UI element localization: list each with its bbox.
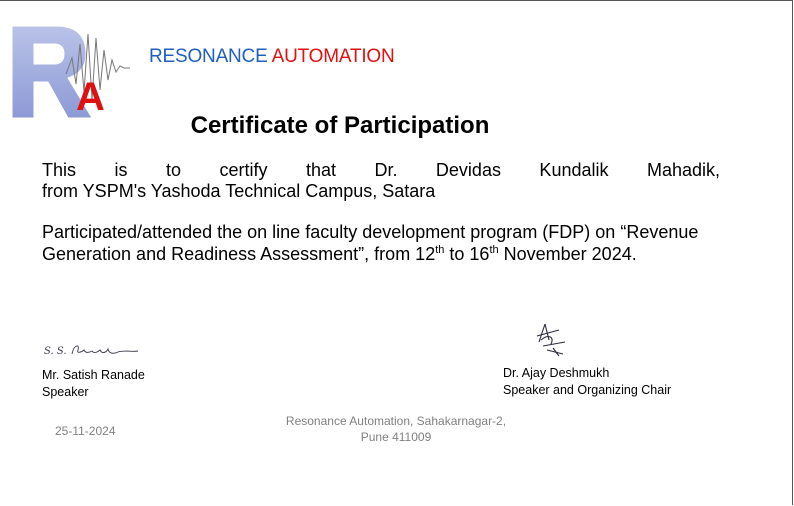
sup-th-1: th — [435, 244, 445, 256]
logo-letter-a: A — [76, 75, 105, 119]
certify-line2: from YSPM's Yashoda Technical Campus, Satara — [42, 181, 436, 201]
brand-name — [149, 46, 395, 68]
svg-text:S. S.: S. S. — [44, 346, 67, 357]
participation-text-b: to 16 — [444, 244, 490, 264]
address-line1: Resonance Automation, Sahakarnagar-2, — [285, 414, 507, 428]
signature-deshmukh — [503, 320, 593, 360]
resonance-automation-logo — [4, 14, 134, 124]
signatory-left — [42, 340, 152, 401]
address-line2: Pune 411009 — [360, 430, 432, 444]
certify-paragraph — [42, 160, 720, 202]
participation-text-a: Participated/attended the on line faculty development program (FDP) on “Revenue Generation and Readiness Assessment”, from 12 — [42, 222, 699, 264]
address — [262, 413, 530, 445]
signatory-right-role: Speaker and Organizing Chair — [503, 383, 672, 397]
brand-name-part2: AUTOMATION — [271, 46, 395, 67]
certify-line1: This is to certify that Dr. Devidas Kundalik Mahadik, — [42, 160, 720, 180]
signatory-right — [503, 320, 671, 399]
brand-name-part1: RESONANCE — [149, 46, 272, 67]
participation-paragraph — [42, 221, 732, 265]
sup-th-2: th — [489, 244, 499, 256]
signatory-right-name: Dr. Ajay Deshmukh — [503, 366, 610, 380]
certificate-title: Certificate of Participation — [190, 112, 490, 139]
issue-date: 25-11-2024 — [55, 424, 116, 438]
signature-ranade — [42, 340, 152, 362]
signatory-left-name: Mr. Satish Ranade — [42, 368, 145, 382]
signatory-left-role: Speaker — [42, 385, 89, 399]
participation-text-c: November 2024. — [498, 244, 637, 264]
